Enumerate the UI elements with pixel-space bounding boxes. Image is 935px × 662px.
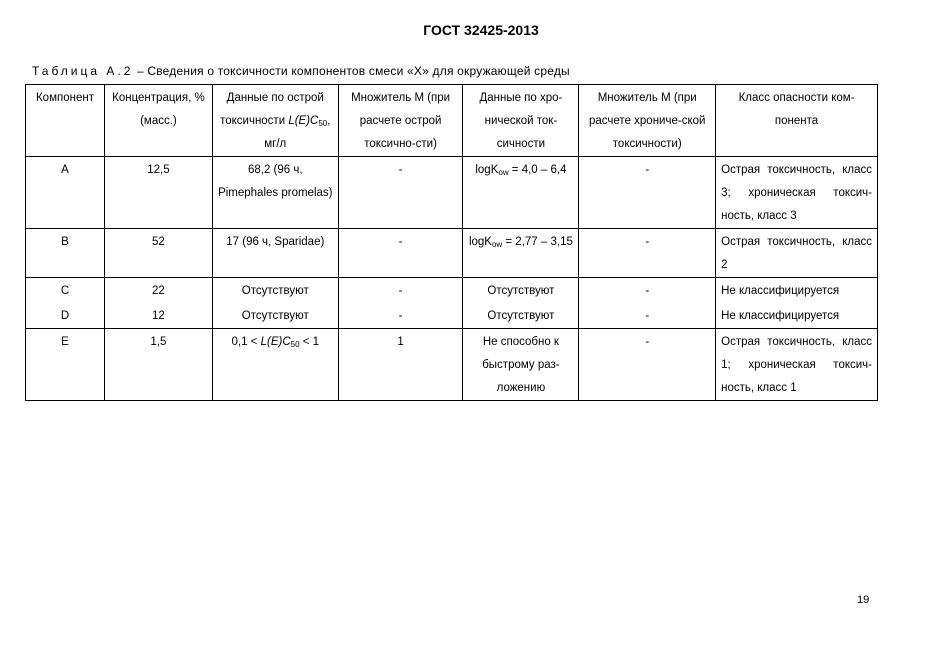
cell-m-acute: - [338,303,463,329]
cell-component: D [26,303,105,329]
caption-text: Сведения о токсичности компонентов смеси «X» для окружающей среды [147,64,570,78]
acute-suffix: < 1 [299,336,320,348]
acute-formula: L(E)C [260,336,291,348]
cell-chronic-data: Отсутствуют [463,303,579,329]
chronic-subscript: ow [491,240,503,249]
cell-m-chronic: - [579,278,716,304]
cell-m-chronic: - [579,303,716,329]
cell-concentration: 22 [104,278,212,304]
caption-dash: – [136,64,144,78]
cell-acute-data: Отсутствуют [212,303,338,329]
standard-title: ГОСТ 32425-2013 [423,22,539,38]
cell-hazard-class: Не классифицируется [716,303,878,329]
header-row [26,85,878,157]
header-hazard-class: Класс опасности ком-понента [716,85,878,157]
cell-acute-data: 68,2 (96 ч, Pimephales promelas) [212,157,338,229]
header-chronic-data: Данные по хро-нической ток-сичности [463,85,579,157]
cell-chronic-data [463,157,579,229]
toxicity-table [25,84,878,401]
chronic-suffix: = 2,77 – 3,15 [502,236,573,248]
cell-concentration: 1,5 [104,329,212,401]
cell-component: C [26,278,105,304]
table-caption [32,64,570,78]
chronic-prefix: logK [475,164,499,176]
cell-concentration: 12 [104,303,212,329]
table-row [26,303,878,329]
cell-chronic-data: Отсутствуют [463,278,579,304]
acute-subscript: 50 [290,340,300,349]
cell-hazard-class: Острая токсичность, класс 2 [716,229,878,278]
header-concentration: Концентрация, % (масс.) [104,85,212,157]
chronic-prefix: logK [468,236,492,248]
cell-component: B [26,229,105,278]
table-row [26,157,878,229]
cell-hazard-class: Острая токсичность, класс 3; хроническая токсич-ность, класс 3 [716,157,878,229]
page-number: 19 [857,594,870,606]
cell-concentration: 52 [104,229,212,278]
header-component: Компонент [26,85,105,157]
cell-acute-data: 17 (96 ч, Sparidae) [212,229,338,278]
cell-m-acute: - [338,157,463,229]
cell-m-acute: - [338,229,463,278]
cell-chronic-data: Не способно к быстрому раз-ложению [463,329,579,401]
cell-hazard-class: Не классифицируется [716,278,878,304]
cell-component: A [26,157,105,229]
header-m-chronic: Множитель М (при расчете хрониче-ской токсичности) [579,85,716,157]
header-acute-formula: L(E)C [288,115,319,127]
header-m-acute: Множитель М (при расчете острой токсично-сти) [338,85,463,157]
cell-m-chronic: - [579,229,716,278]
document-header [0,22,935,38]
acute-prefix: 0,1 < [231,336,261,348]
cell-acute-data: Отсутствуют [212,278,338,304]
cell-m-chronic: - [579,329,716,401]
cell-acute-data [212,329,338,401]
table-row [26,278,878,304]
cell-m-acute: - [338,278,463,304]
cell-hazard-class: Острая токсичность, класс 1; хроническая токсич-ность, класс 1 [716,329,878,401]
header-acute-suffix: , мг/л [264,115,331,150]
cell-m-acute: 1 [338,329,463,401]
header-acute-data [212,85,338,157]
cell-concentration: 12,5 [104,157,212,229]
cell-component: E [26,329,105,401]
cell-chronic-data [463,229,579,278]
table-row [26,329,878,401]
chronic-suffix: = 4,0 – 6,4 [508,164,567,176]
header-acute-subscript: 50 [318,119,328,128]
cell-m-chronic: - [579,157,716,229]
table-row [26,229,878,278]
chronic-subscript: ow [498,168,509,177]
header-acute-prefix: Данные по острой токсичности [220,92,324,127]
table-number: Таблица А.2 [32,64,134,78]
